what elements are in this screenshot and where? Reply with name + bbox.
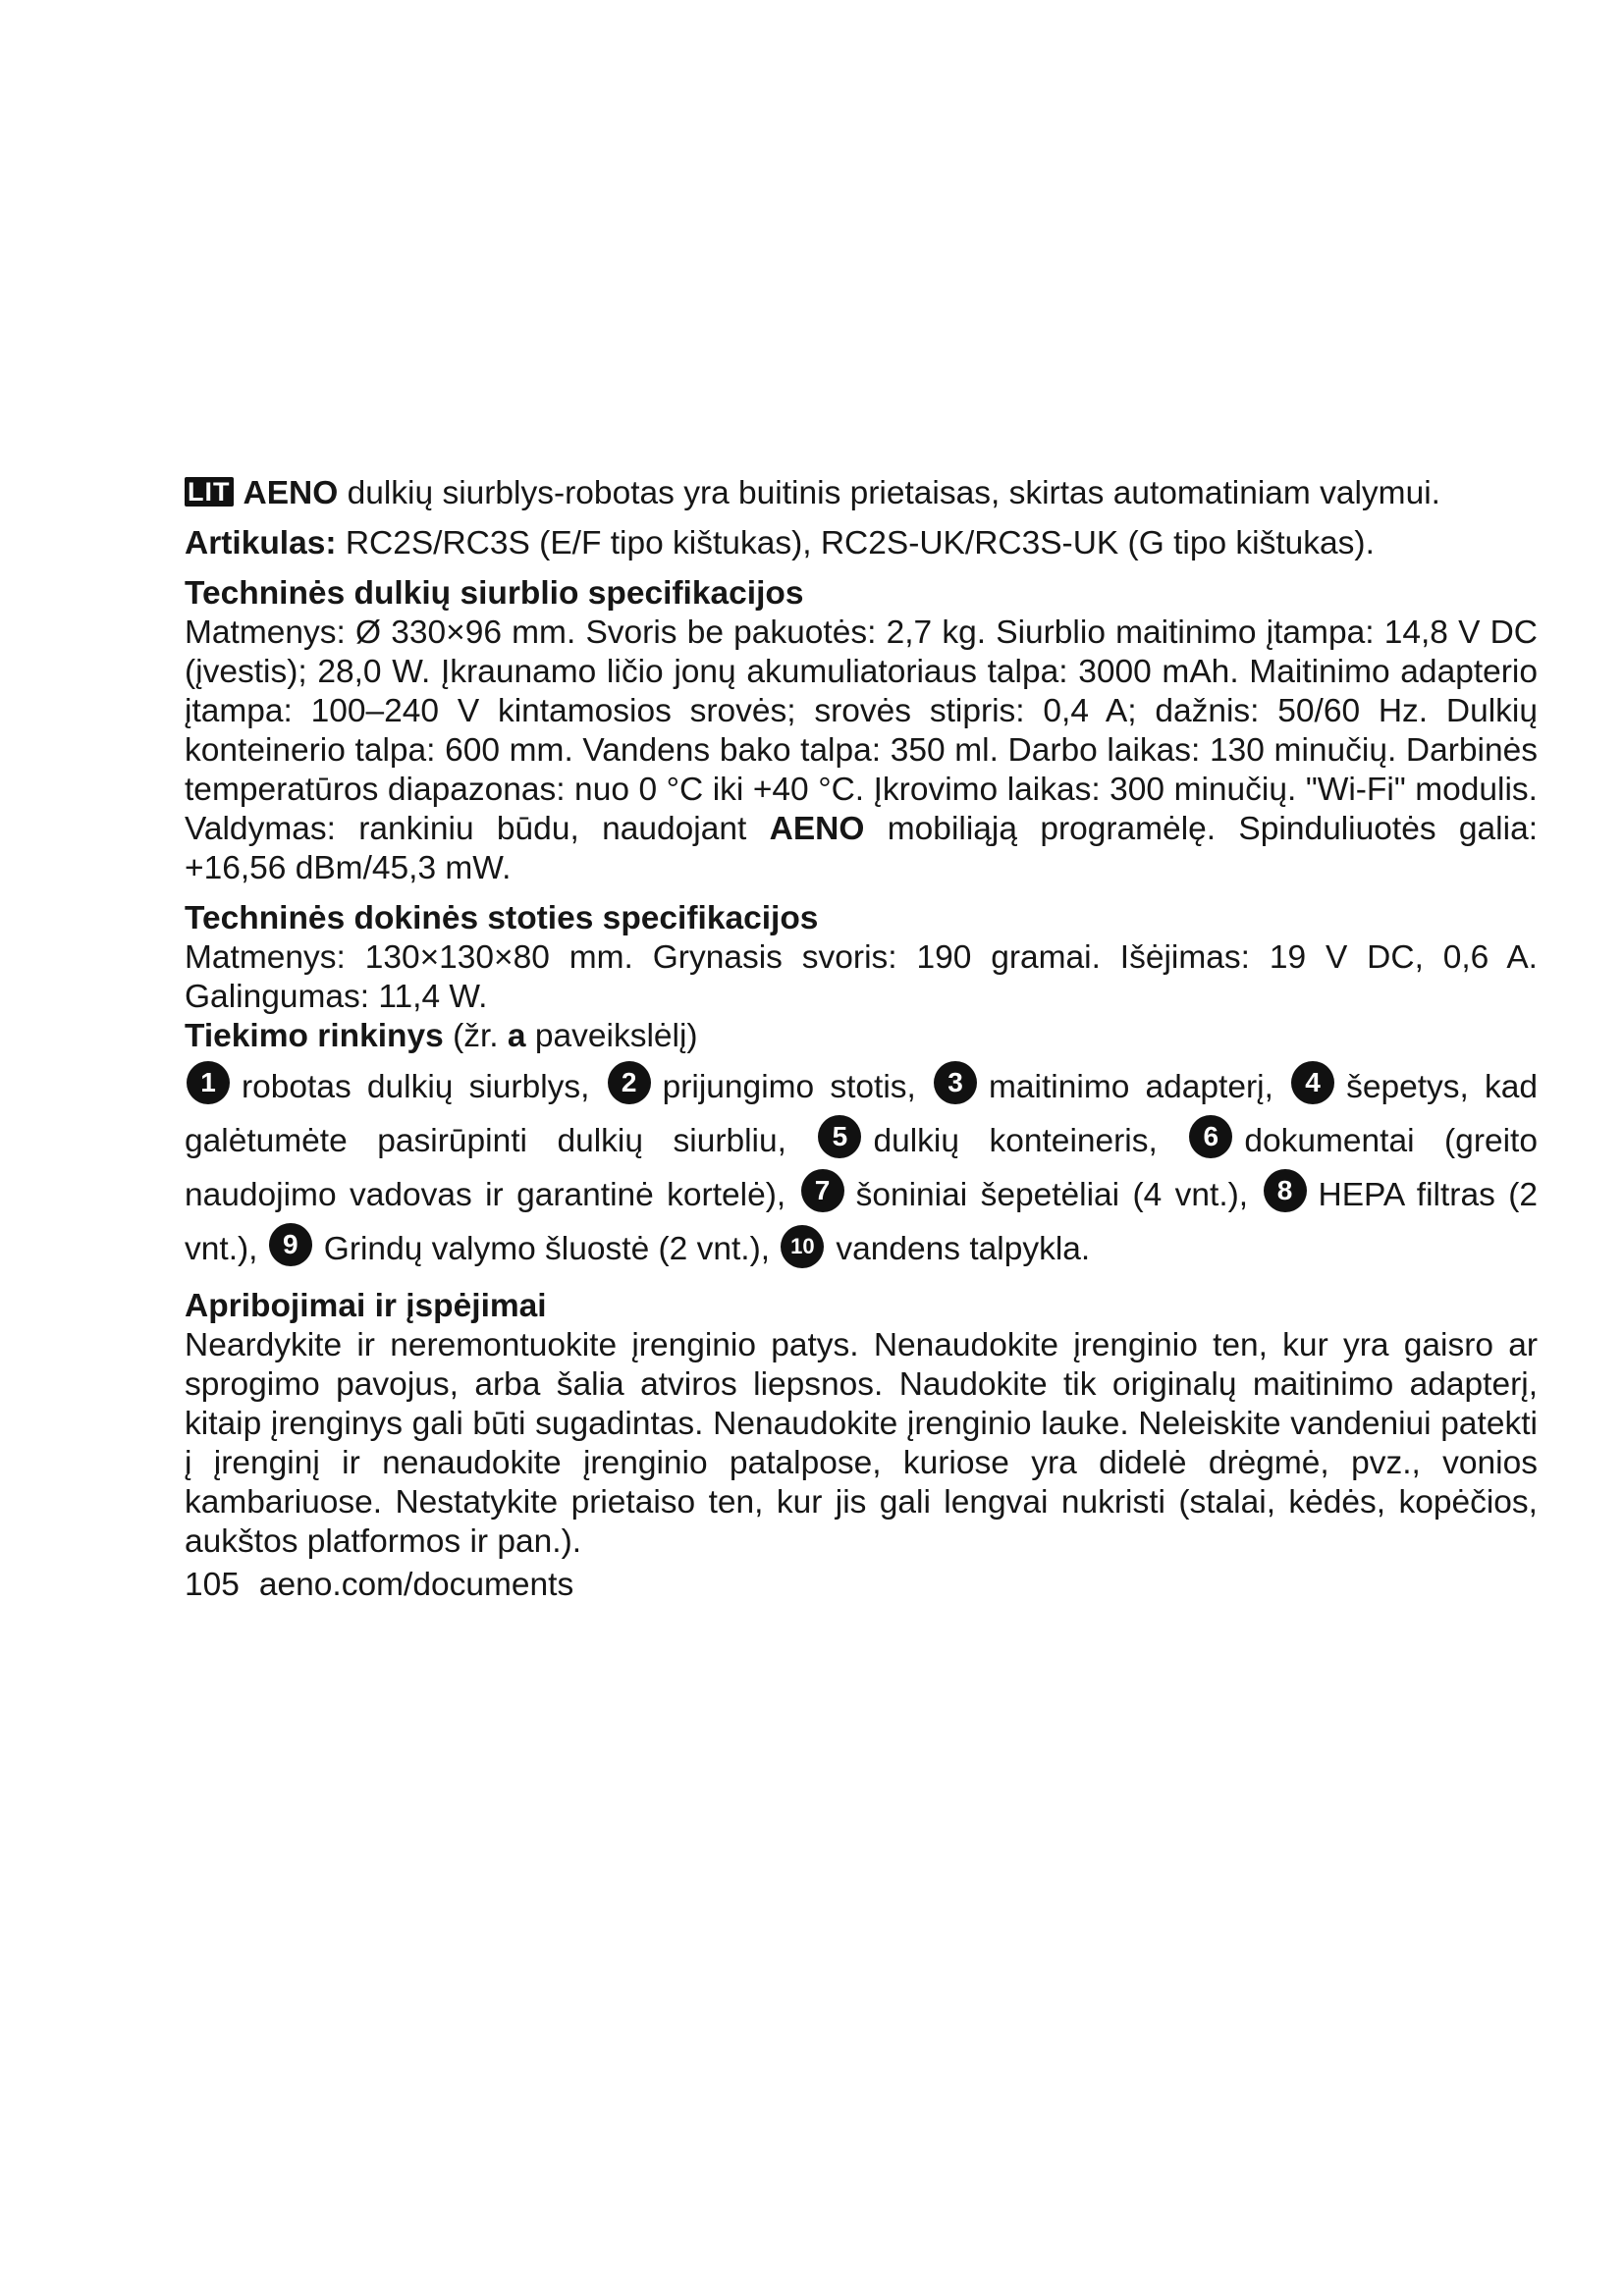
dock-specs-text: Matmenys: 130×130×80 mm. Grynasis svoris: 190 gramai. Išėjimas: 19 V DC, 0,6 A. Galingumas: 11,4 W. xyxy=(185,939,1538,1015)
intro-brand: AENO xyxy=(243,475,339,511)
kit-heading-line xyxy=(185,1017,1538,1056)
dock-specs-heading: Techninės dokinės stoties specifikacijos xyxy=(185,900,819,936)
number-1-icon: 1 xyxy=(187,1061,230,1104)
page-footer xyxy=(185,1566,1538,1605)
kit-item-text: vandens talpykla. xyxy=(836,1231,1091,1267)
dock-specs-section xyxy=(185,899,1538,1017)
vacuum-specs-section xyxy=(185,574,1538,888)
kit-item-text: robotas dulkių siurblys, xyxy=(242,1069,590,1105)
article-text: RC2S/RC3S (E/F tipo kištukas), RC2S-UK/RC3S-UK (G tipo kištukas). xyxy=(336,525,1375,561)
intro-text: dulkių siurblys-robotas yra buitinis prietaisas, skirtas automatiniam valymui. xyxy=(338,475,1440,511)
kit-item-text: Grindų valymo šluostė (2 vnt.), xyxy=(323,1231,771,1267)
warnings-text: Neardykite ir neremontuokite įrenginio patys. Nenaudokite įrenginio ten, kur yra gaisro ar sprogimo pavojus, arba šalia atviros liepsnos. Naudokite tik originalų maitinimo adapterį, kitaip įrenginys gali būti sugadintas. Nenaudokite įrenginio lauke. Neleiskite vandeniui patekti į įrenginį ir nenaudokite įrenginio patalpose, kuriose yra didelė drėgmė, pvz., vonios kambariuose. Nestatykite prietaiso ten, kur jis gali lengvai nukristi (stalai, kėdės, kopėčios, aukštos platformos ir pan.). xyxy=(185,1327,1538,1560)
kit-item-text: maitinimo adapterį, xyxy=(989,1069,1273,1105)
kit-item xyxy=(816,1123,1157,1159)
kit-item-text: šepetys, kad galėtumėte pasirūpinti dulkių siurbliu, xyxy=(185,1069,1538,1159)
number-8-icon: 8 xyxy=(1264,1169,1307,1212)
vacuum-specs-heading: Techninės dulkių siurblio specifikacijos xyxy=(185,575,804,612)
document-body xyxy=(185,474,1538,1605)
number-4-icon: 4 xyxy=(1291,1061,1334,1104)
footer-url[interactable]: aeno.com/documents xyxy=(258,1567,574,1603)
kit-item xyxy=(799,1177,1249,1213)
kit-item xyxy=(185,1069,589,1105)
kit-ref-letter: a xyxy=(507,1018,526,1054)
kit-item-text: dokumentai (greito naudojimo vadovas ir garantinė kortelė), xyxy=(185,1123,1538,1213)
article-line xyxy=(185,524,1538,563)
warnings-section xyxy=(185,1287,1538,1562)
kit-heading: Tiekimo rinkinys xyxy=(185,1018,444,1054)
number-6-icon: 6 xyxy=(1189,1115,1232,1158)
number-7-icon: 7 xyxy=(801,1169,844,1212)
number-3-icon: 3 xyxy=(934,1061,977,1104)
kit-ref-open: (žr. xyxy=(443,1018,508,1054)
kit-item-text: HEPA filtras (2 vnt.), xyxy=(185,1177,1538,1267)
kit-ref-close: paveikslėlį) xyxy=(525,1018,698,1054)
kit-list xyxy=(185,1060,1538,1276)
kit-item-text: dulkių konteineris, xyxy=(873,1123,1158,1159)
vacuum-specs-text-part1: Matmenys: Ø 330×96 mm. Svoris be pakuotės: 2,7 kg. Siurblio maitinimo įtampa: 14,8 V DC (įvestis); 28,0 W. Įkraunamo ličio jonų akumuliatoriaus talpa: 3000 mAh. Maitinimo adapterio įtampa: 100–240 V kintamosios srovės; srovės stipris: 0,4 A; dažnis: 50/60 Hz. Dulkių konteinerio talpa: 600 mm. Vandens bako talpa: 350 ml. Darbo laikas: 130 minučių. Darbinės temperatūros diapazonas: nuo 0 °C iki +40 °C. Įkrovimo laikas: 300 minučių. "Wi-Fi" modulis. Valdymas: rankiniu būdu, naudojant xyxy=(185,614,1538,847)
number-10-icon: 10 xyxy=(781,1225,824,1268)
kit-section xyxy=(185,1017,1538,1276)
article-label: Artikulas: xyxy=(185,525,337,561)
vacuum-specs-text xyxy=(185,614,1538,888)
language-badge: LIT xyxy=(185,477,234,507)
page-number: 105 xyxy=(185,1567,240,1603)
kit-item xyxy=(267,1231,770,1267)
kit-item-text: prijungimo stotis, xyxy=(662,1069,916,1105)
vacuum-specs-text-part2: mobiliąją programėlę. Spinduliuotės galia: +16,56 dBm/45,3 mW. xyxy=(185,811,1539,886)
kit-item-text: šoniniai šepetėliai (4 vnt.), xyxy=(855,1177,1249,1213)
number-2-icon: 2 xyxy=(608,1061,651,1104)
number-5-icon: 5 xyxy=(818,1115,861,1158)
number-9-icon: 9 xyxy=(269,1223,312,1266)
kit-item xyxy=(606,1069,916,1105)
warnings-heading: Apribojimai ir įspėjimai xyxy=(185,1288,547,1324)
intro-paragraph xyxy=(185,474,1538,513)
vacuum-specs-brand: AENO xyxy=(769,811,865,847)
kit-item xyxy=(779,1231,1090,1267)
kit-item xyxy=(932,1069,1273,1105)
